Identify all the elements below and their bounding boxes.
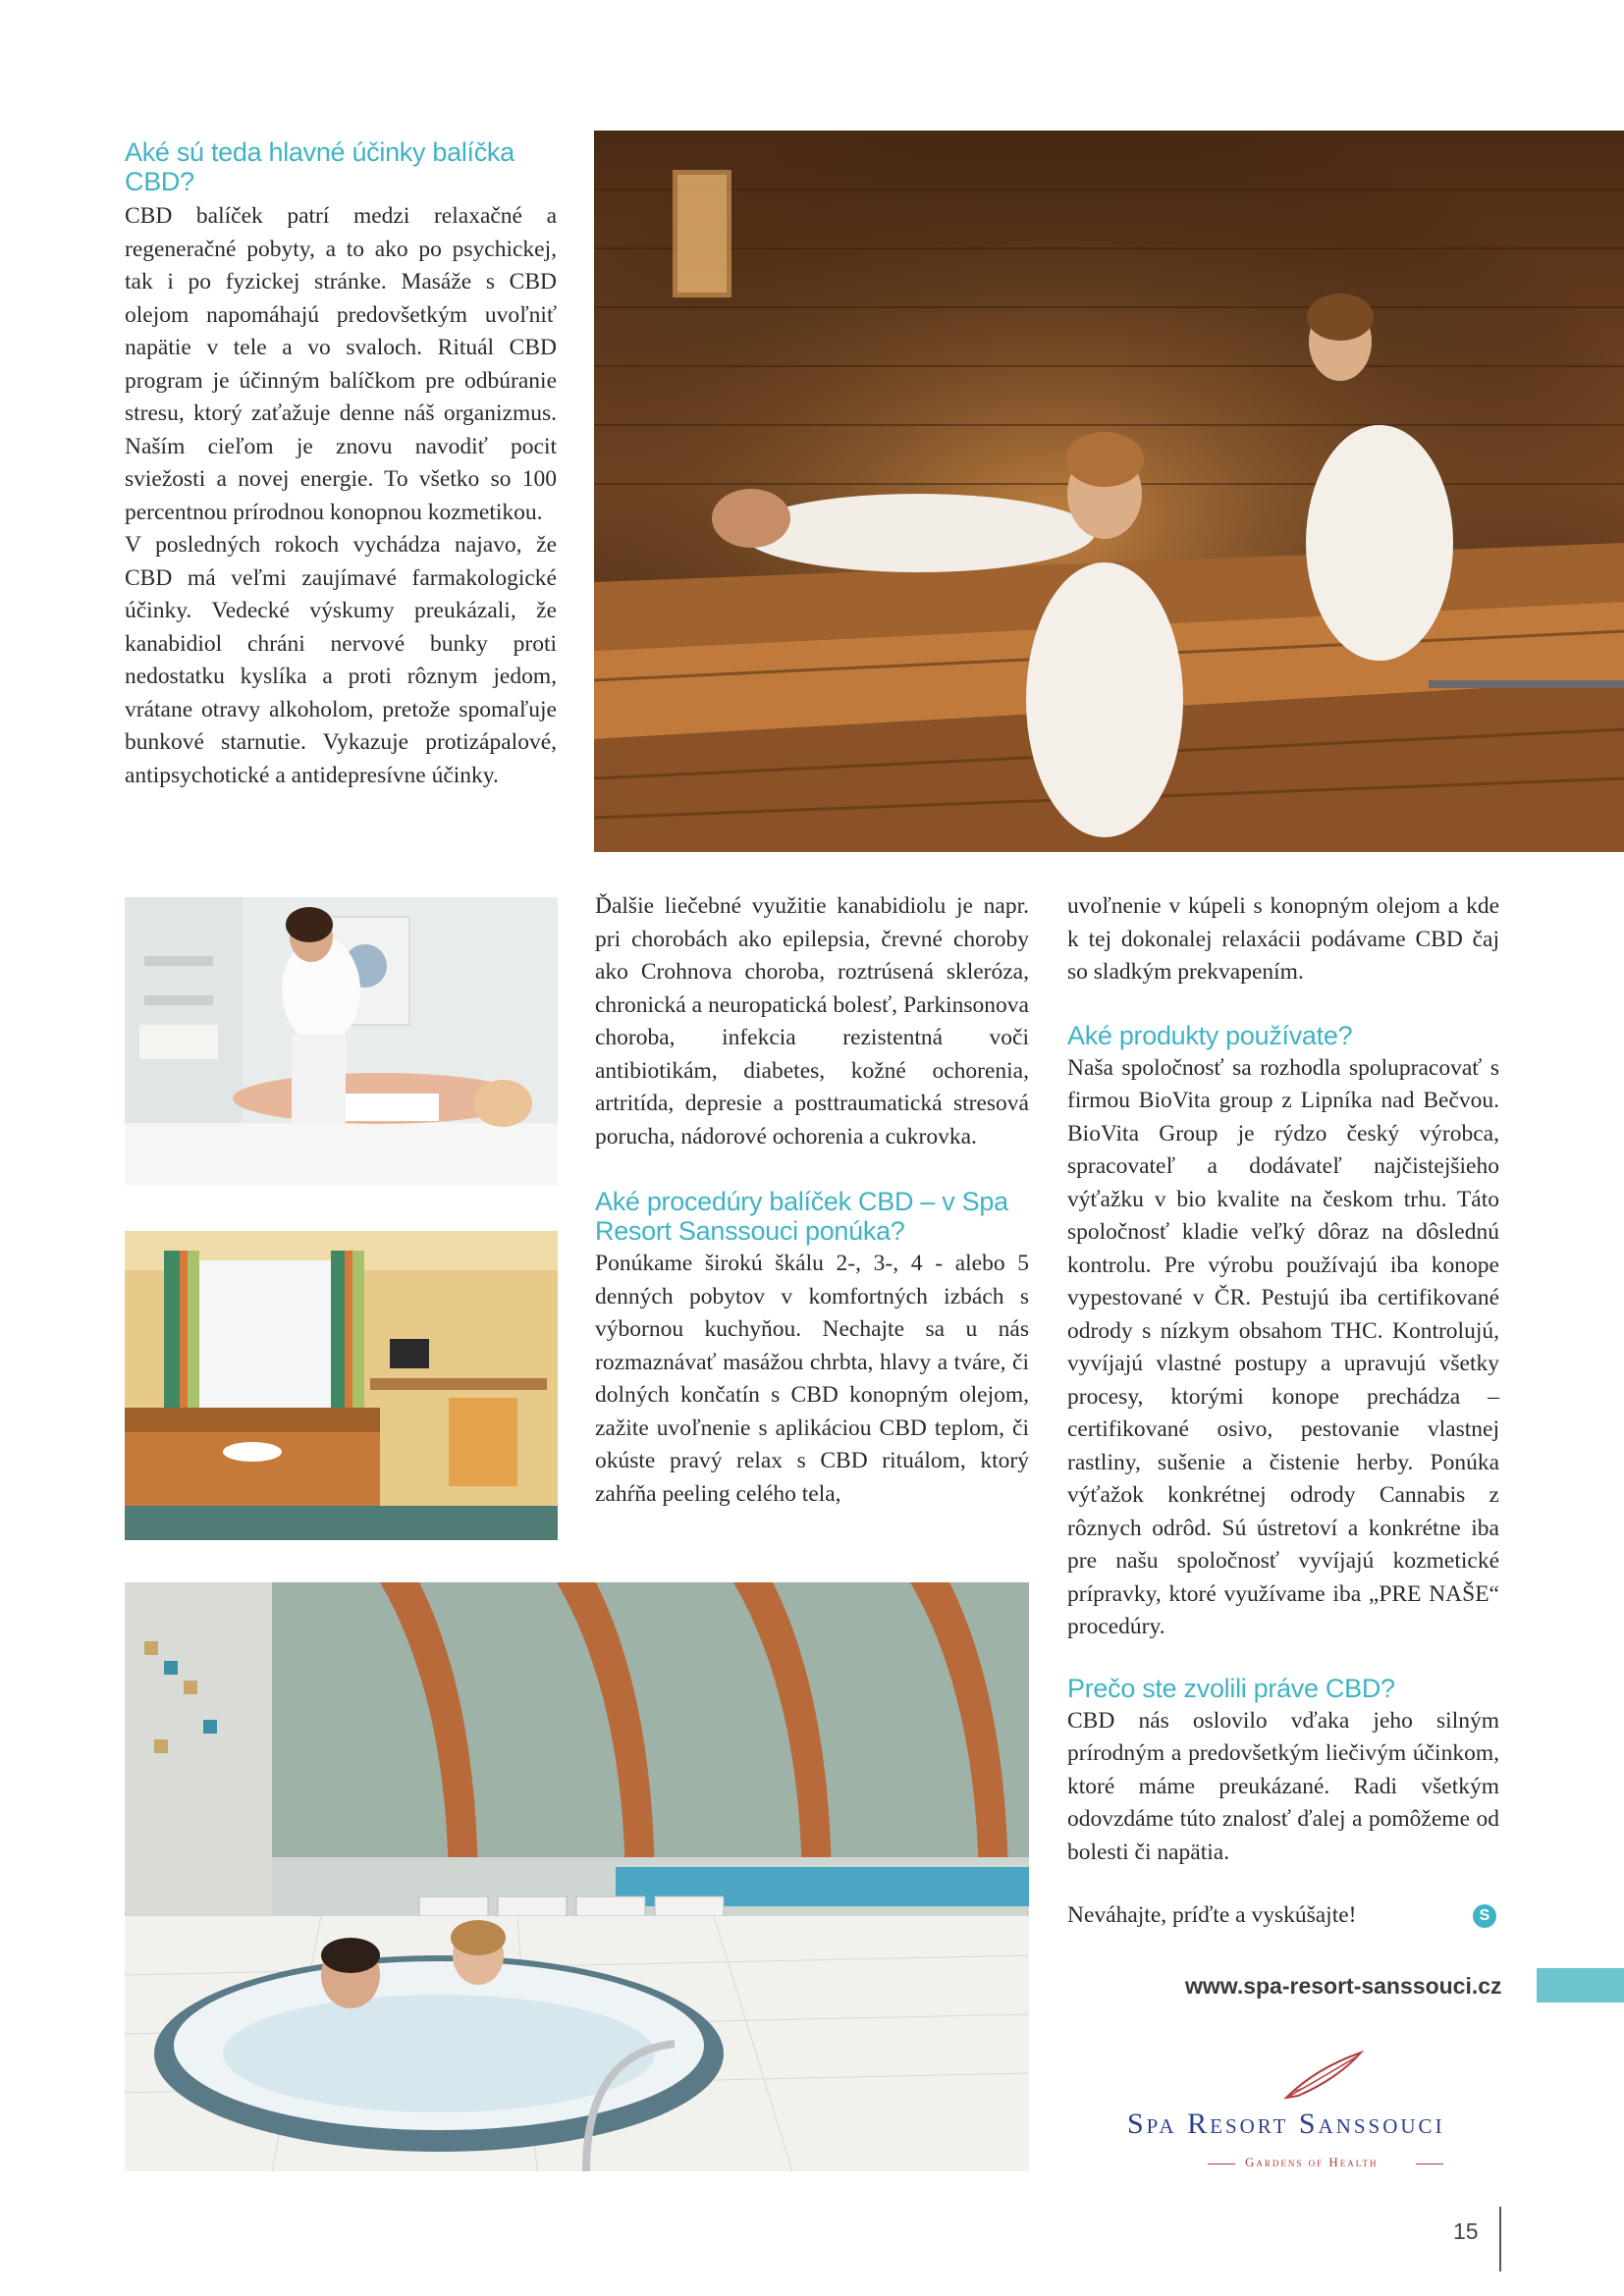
paragraph-bath: uvoľnenie v kúpeli s konopným olejom a kde k tej dokonalej relaxácii podávame CBD čaj so sladkým prekvapením. [1067, 893, 1499, 985]
logo-title: Spa Resort Sanssouci [1127, 2108, 1445, 2140]
teal-accent-bar [1537, 1968, 1624, 2002]
paragraph-uses: Ďalšie liečebné využitie kanabidiolu je napr. pri chorobách ako epilepsia, črevné choroby ako Crohnova choroba, roztrúsená skleróza, chronická a neuropatická bolesť, Parkinsonova choroba, infekcia rezistentná voči antibiotikám, diabetes, kožné ochorenia, artritída, depresie a posttraumatická stresová porucha, nádorové ochorenia a cukrovka. [595, 893, 1029, 1149]
closing-line: Neváhajte, príďte a vyskúšajte! [1067, 1902, 1357, 1928]
heading-why-cbd: Prečo ste zvolili práve CBD? [1067, 1673, 1395, 1703]
right-column [1067, 890, 1499, 1933]
logo-subtitle: Gardens of Health [1245, 2155, 1379, 2169]
website-url[interactable]: www.spa-resort-sanssouci.cz [1185, 1973, 1502, 1999]
left-column [125, 137, 557, 792]
paragraph-effects-2: V posledných rokoch vychádza najavo, že CBD má veľmi zaujímavé farmakologické účinky. Vedecké výskumy preukázali, že kanabidiol chráni nervové bunky proti nedostatku kyslíka a proti rôznym jedom, vrátane otravy alkoholom, pretože spomaľuje bunkové starnutie. Vykazuje protizápalové, antipsychotické a antidepresívne účinky. [125, 532, 557, 788]
page-number: 15 [1453, 2218, 1479, 2244]
end-mark-icon: S [1473, 1904, 1496, 1928]
logo-rule-right [1416, 2163, 1443, 2164]
sauna-photo [594, 131, 1624, 852]
spa-resort-logo [1119, 2047, 1512, 2174]
heading-effects: Aké sú teda hlavné účinky balíčka CBD? [125, 137, 514, 196]
massage-photo [125, 897, 558, 1186]
hotel-room-photo [125, 1231, 558, 1540]
paragraph-products: Naša spoločnosť sa rozhodla spolupracovať s firmou BioVita group z Lipníka nad Bečvou. BioVita Group je rýdzo český výrobca, spracovateľ a dodávateľ najčistejšieho výťažku v bio kvalite na českom trhu. Táto spoločnosť kladie veľký dôraz na dôslednú kontrolu. Pre výrobu používajú iba konope vypestované v ČR. Pestujú iba certifikované odrody s nízkym obsahom THC. Kontrolujú, vyvíjajú vlastné postupy a upravujú všetky procesy, ktorými konope prechádza – certifikované osivo, pestovanie vlastnej rastliny, sušenie a čistenie herby. Ponúka výťažok konkrétnej odrody Cannabis z rôznych odrôd. Sú ústretoví a konkrétne iba pre našu spoločnosť vyvíjajú kozmetické prípravky, ktoré využívame iba „PRE NAŠE“ procedúry. [1067, 1054, 1499, 1639]
logo-subtitle-row [1208, 2155, 1443, 2172]
heading-products: Aké produkty používate? [1067, 1020, 1353, 1050]
heading-procedures: Aké procedúry balíček CBD – v Spa Resort Sanssouci ponúka? [595, 1187, 1008, 1246]
paragraph-procedures: Ponúkame širokú škálu 2-, 3-, 4 - alebo 5 denných pobytov v komfortných izbách s výbornou kuchyňou. Nechajte sa u nás rozmaznávať masážou chrbta, hlavy a tváre, či dolných končatín s CBD konopným olejom, zažite uvoľnenie s aplikáciou CBD teplom, či okúste pravý relax s CBD rituálom, ktorý zahŕňa peeling celého tela, [595, 1251, 1029, 1507]
page-number-rule [1499, 2207, 1501, 2271]
paragraph-effects-1: CBD balíček patrí medzi relaxačné a regeneračné pobyty, a to ako po psychickej, tak i po fyzickej stránke. Masáže s CBD olejom napomáhajú predovšetkým uvoľniť napätie v tele a vo svaloch. Rituál CBD program je účinným balíčkom pre odbúranie stresu, ktorý zaťažuje denne náš organizmus. Naším cieľom je znovu navodiť pocit sviežosti a novej energie. To všetko so 100 percentnou prírodnou konopnou kozmetikou. [125, 203, 557, 525]
pool-photo [125, 1582, 1029, 2171]
middle-column [595, 890, 1029, 1511]
feather-logo-icon [1278, 2047, 1367, 2106]
logo-rule-left [1208, 2163, 1235, 2164]
paragraph-why-cbd: CBD nás oslovilo vďaka jeho silným prírodným a predovšetkým liečivým účinkom, ktoré máme preukázané. Radi všetkým odovzdáme túto znalosť ďalej a pomôžeme od bolesti či napätia. [1067, 1707, 1499, 1865]
